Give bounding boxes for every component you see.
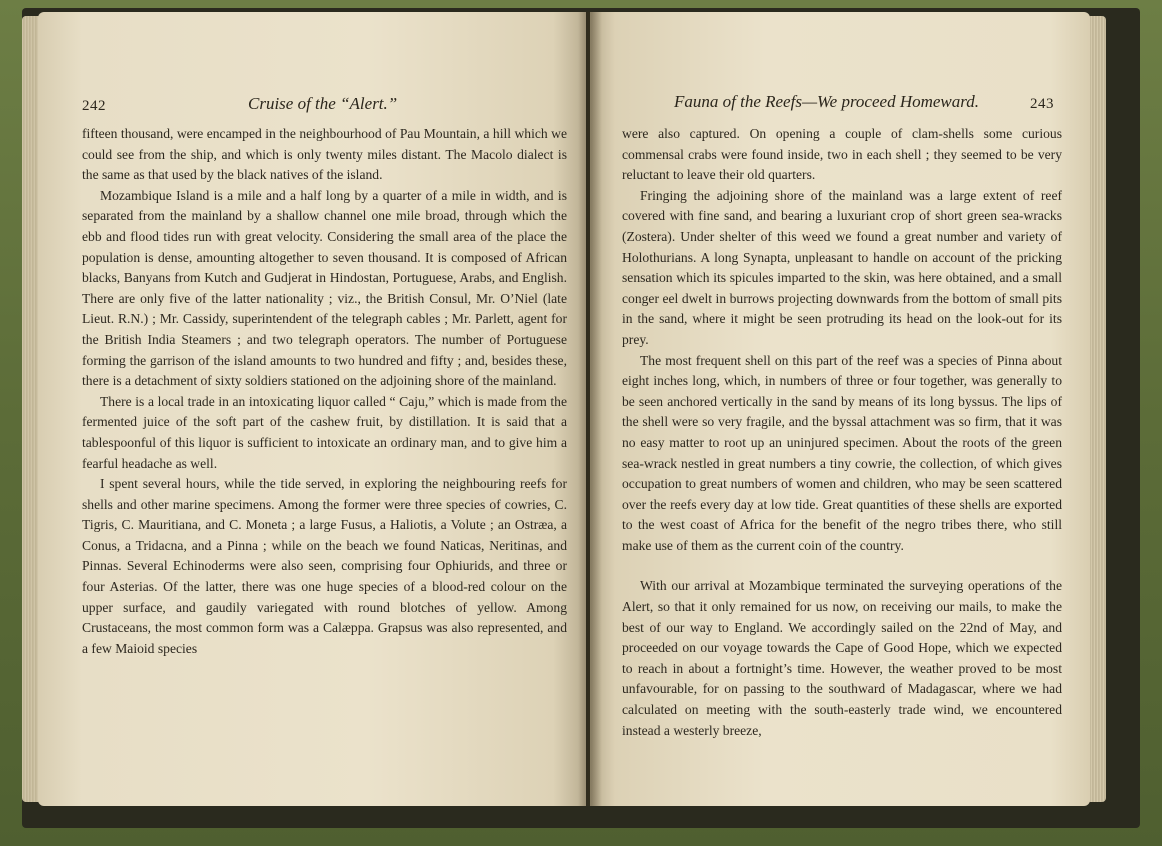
right-paragraph-2: Fringing the adjoining shore of the mainland was a large extent of reef covered with fine sand, and bearing a luxuriant crop of short green sea-wracks (Zostera). Under shelter of this weed we found a great number and variety of Holothurians. A long Synapta, unpleasant to handle on account of the pricking sensation which its spicules imparted to the skin, was here obtained, and a small conger eel dwelt in burrows projecting downwards from the bottom of small pits in the sand, where it might be seen protruding its head on the look-out for its prey. <box>622 187 1062 347</box>
right-page-number: 243 <box>1030 96 1054 112</box>
right-paragraph-3: The most frequent shell on this part of the reef was a species of Pinna about eight inches long, which, in numbers of three or four together, was generally to be seen anchored vertically in the sand by means of its long byssus. The lips of the shell were so very fragile, and the byssal attachment was so firm, that it was no easy matter to root up an uninjured specimen. About the roots of the green sea-wrack nestled in great numbers a tiny cowrie, the collection, of which gives occupation to great numbers of women and children, who may be seen scattered over the reefs every day at low tide. Great quantities of these shells are exported to the west coast of Africa for the benefit of the negro tribes there, who still make use of them as the current coin of the country. <box>622 352 1062 553</box>
right-page <box>590 12 1090 806</box>
right-page-edges <box>1088 16 1106 802</box>
left-paragraph-4: I spent several hours, while the tide served, in exploring the neighbouring reefs for shells and other marine specimens. Among the former were three species of cowries, C. Tigris, C. Mauritiana, and C. Moneta ; a large Fusus, a Haliotis, a Volute ; an Ostræa, a Conus, a Tridacna, and a Pinna ; while on the beach we found Naticas, Neritinas, and Pinnas. Several Echinoderms were also seen, comprising four Ophiurids, and three or four Asterias. Of the latter, there was one huge species of a blood-red colour on the upper surface, and gaudily variegated with round blotches of yellow. Among Crustaceans, the most common form was a Calæppa. Grapsus was also represented, and a few Maioid species <box>82 476 567 656</box>
left-running-title: Cruise of the “Alert.” <box>248 94 398 113</box>
left-page <box>38 12 586 806</box>
right-paragraph-4: With our arrival at Mozambique terminated the surveying operations of the Alert, so that it only remained for us now, on receiving our mails, to make the best of our way to England. We accordingly sailed on the 22nd of May, and proceeded on our voyage towards the Cape of Good Hope, which we expected to reach in about a fortnight’s time. However, the weather proved to be most unfavourable, for on passing to the southward of Madagascar, where we had calculated on meeting with the south-easterly trade wind, we encountered instead a westerly breeze, <box>622 578 1062 738</box>
right-running-title: Fauna of the Reefs—We proceed Homeward. <box>674 92 979 111</box>
left-page-body <box>82 124 567 659</box>
left-paragraph-2: Mozambique Island is a mile and a half long by a quarter of a mile in width, and is separated from the mainland by a shallow channel one mile broad, through which the ebb and flood tides run with great velocity. Considering the small area of the place the population is dense, amounting altogether to seven thousand. It is composed of African blacks, Banyans from Kutch and Gudjerat in Hindostan, Portuguese, Arabs, and English. There are only five of the latter nationality ; viz., the British Consul, Mr. O’Niel (late Lieut. R.N.) ; Mr. Cassidy, superintendent of the telegraph cables ; Mr. Parlett, agent for the British India Steamers ; and two telegraph operators. The number of Portuguese forming the garrison of the island amounts to two hundred and fifty ; and, besides these, there is a detachment of sixty soldiers stationed on the adjoining shore of the mainland. <box>82 187 567 389</box>
book-gutter <box>578 12 602 806</box>
right-paragraph-1: were also captured. On opening a couple of clam-shells some curious commensal crabs were found inside, two in each shell ; they seemed to be very reluctant to leave their old quarters. <box>622 126 1062 183</box>
left-paragraph-1: fifteen thousand, were encamped in the neighbourhood of Pau Mountain, a hill which we could see from the ship, and which is only twenty miles distant. The Macolo dialect is the same as that used by the black natives of the island. <box>82 126 567 183</box>
left-page-number: 242 <box>82 98 106 114</box>
right-page-body <box>622 124 1062 741</box>
left-paragraph-3: There is a local trade in an intoxicating liquor called “ Caju,” which is made from the fermented juice of the soft part of the cashew fruit, by distillation. It is said that a tablespoonful of this liquor is sufficient to intoxicate an ordinary man, and to give him a fearful headache as well. <box>82 393 567 471</box>
